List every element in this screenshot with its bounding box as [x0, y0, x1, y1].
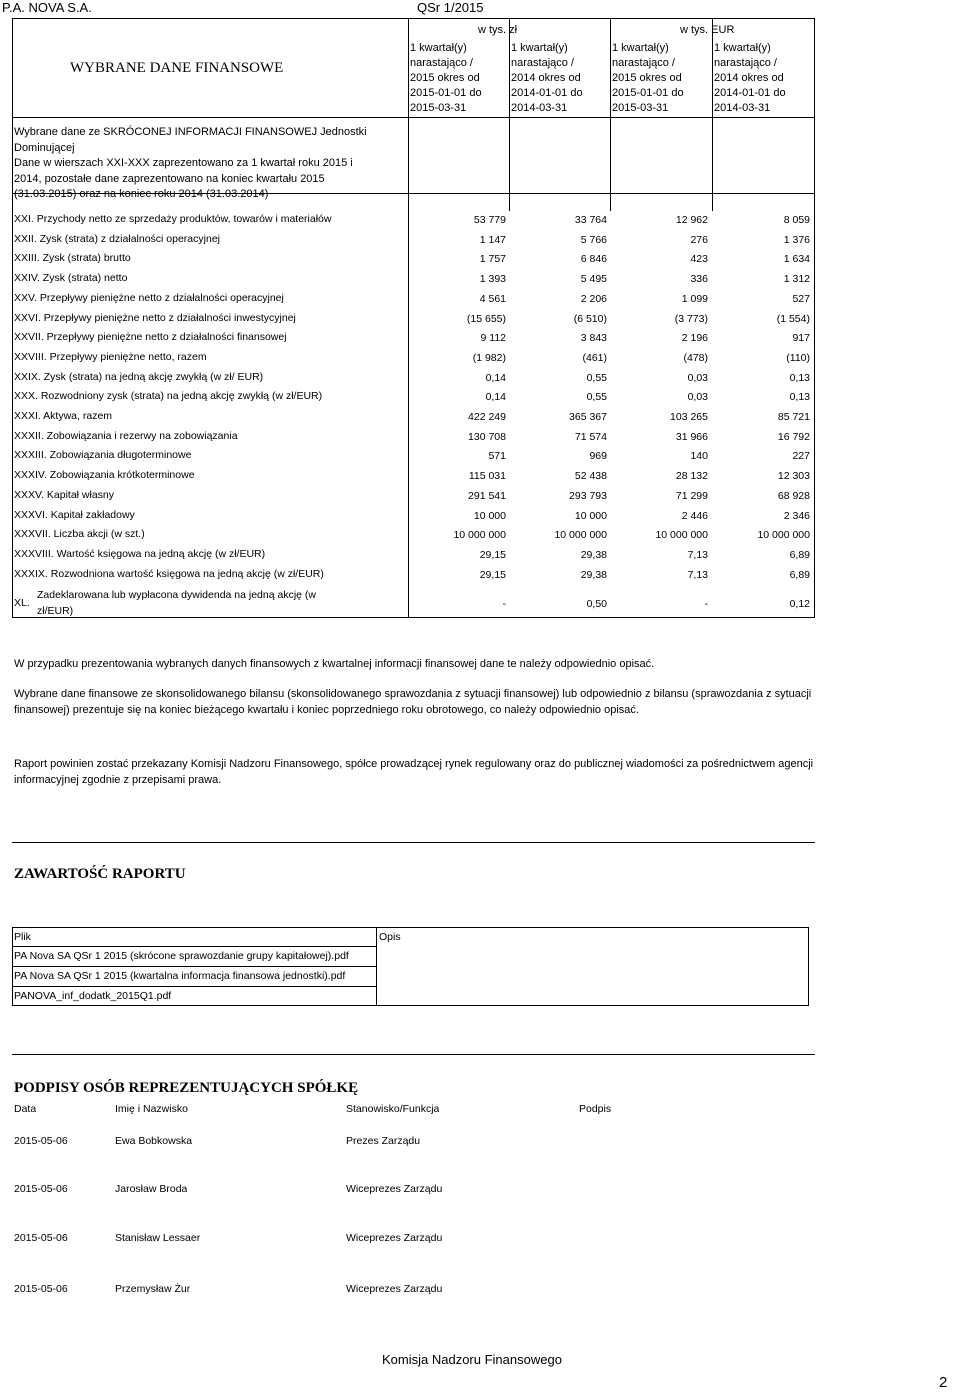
table-divider — [509, 18, 510, 211]
intro-line: Dominującej — [14, 141, 75, 154]
column-header — [612, 41, 684, 116]
row-value: (461) — [582, 352, 607, 364]
column-header-line: narastająco / — [714, 57, 777, 69]
row-value: 29,38 — [580, 549, 607, 561]
intro-line: 2014, pozostałe dane zaprezentowano na koniec kwartału 2015 — [14, 172, 325, 185]
signatures-title: PODPISY OSÓB REPREZENTUJĄCYCH SPÓŁKĘ — [14, 1080, 359, 1096]
row-value: 5 766 — [580, 234, 607, 246]
table-divider — [712, 18, 713, 211]
row-value: 0,13 — [789, 372, 810, 384]
row-value: 4 561 — [479, 293, 506, 305]
row-value: 365 367 — [569, 411, 607, 423]
row-value: 0,03 — [687, 391, 708, 403]
row-value: 0,55 — [586, 391, 607, 403]
row-value: 2 446 — [681, 510, 708, 522]
row-value: 293 793 — [569, 490, 607, 502]
column-header-line: 1 kwartał(y) — [511, 42, 568, 54]
row-value: 10 000 000 — [757, 529, 810, 541]
column-header-line: 1 kwartał(y) — [410, 42, 467, 54]
row-label: XXV. Przepływy pieniężne netto z działalności operacyjnej — [14, 292, 284, 304]
unit-pln: w tys. zł — [478, 24, 518, 36]
table-divider — [12, 986, 377, 987]
row-label: XXXVIII. Wartość księgowa na jedną akcję (w zł/EUR) — [14, 548, 266, 560]
column-header-line: 1 kwartał(y) — [714, 42, 771, 54]
signature-role: Wiceprezes Zarządu — [346, 1183, 443, 1195]
column-header-line: 2015-01-01 do — [612, 87, 684, 99]
signature-date: 2015-05-06 — [14, 1183, 68, 1195]
table-divider — [12, 117, 815, 118]
row-value: 422 249 — [468, 411, 506, 423]
row-label: XXX. Rozwodniony zysk (strata) na jedną akcję zwykłą (w zł/EUR) — [14, 390, 323, 402]
row-value: 10 000 — [473, 510, 506, 522]
row-value: 0,55 — [586, 372, 607, 384]
note-paragraph: Wybrane dane finansowe ze skonsolidowanego bilansu (skonsolidowanego sprawozdania z sytuacji finansowej) lub odpowiednio z bilansu (sprawozdania z sytuacji finansowej) prezentuje się na koniec bieżącego kwartału i koniec poprzedniego roku obrotowego, co należy odpowiednio opisać. — [14, 688, 812, 716]
row-value: (3 773) — [674, 313, 708, 325]
signature-name: Jarosław Broda — [115, 1183, 188, 1195]
row-value: 1 757 — [479, 253, 506, 265]
signatures-header-date: Data — [14, 1103, 37, 1115]
column-header-line: 2015-03-31 — [612, 102, 669, 114]
row-value: (1 982) — [472, 352, 506, 364]
contents-header-desc: Opis — [379, 931, 401, 943]
row-value: 53 779 — [473, 214, 506, 226]
row-value: 0,14 — [485, 391, 506, 403]
row-value: (1 554) — [776, 313, 810, 325]
signature-role: Prezes Zarządu — [346, 1135, 421, 1147]
row-value: 16 792 — [777, 431, 810, 443]
row-value: 5 495 — [580, 273, 607, 285]
row-value: 68 928 — [777, 490, 810, 502]
note-paragraph: Raport powinien zostać przekazany Komisji Nadzoru Finansowego, spółce prowadzącej rynek regulowany oraz do publicznej wiadomości za pośrednictwem agencji informacyjnej zgodnie z przepisami prawa. — [14, 758, 814, 786]
intro-line: Dane w wierszach XXI-XXX zaprezentowano za 1 kwartał roku 2015 i — [14, 157, 353, 169]
row-value: 423 — [690, 253, 708, 265]
row-label: XXXIII. Zobowiązania długoterminowe — [14, 449, 192, 461]
row-value: 1 634 — [783, 253, 810, 265]
row-label: Zadeklarowana lub wypłacona dywidenda na jedną akcję (w — [37, 589, 317, 601]
signatures-header-role: Stanowisko/Funkcja — [346, 1103, 440, 1115]
row-value: 0,14 — [485, 372, 506, 384]
footer-text: Komisja Nadzoru Finansowego — [382, 1352, 562, 1367]
signature-role: Wiceprezes Zarządu — [346, 1283, 443, 1295]
row-value: 917 — [792, 332, 810, 344]
column-header-line: 2014-03-31 — [511, 102, 568, 114]
column-header — [714, 41, 786, 116]
row-value: 85 721 — [777, 411, 810, 423]
row-value: 10 000 000 — [655, 529, 708, 541]
row-value: 140 — [690, 450, 708, 462]
row-label: XXIX. Zysk (strata) na jedną akcję zwykłą (w zł/ EUR) — [14, 371, 264, 383]
row-value: 10 000 000 — [554, 529, 607, 541]
page-number: 2 — [939, 1374, 948, 1391]
row-value: 571 — [488, 450, 506, 462]
row-value: 291 541 — [468, 490, 506, 502]
intro-line: Wybrane dane ze SKRÓCONEJ INFORMACJI FINANSOWEJ Jednostki — [14, 126, 367, 138]
financial-data-intro — [14, 125, 394, 203]
row-value: (6 510) — [573, 313, 607, 325]
column-header-line: 2014-01-01 do — [511, 87, 583, 99]
signature-role: Wiceprezes Zarządu — [346, 1232, 443, 1244]
row-label: zł/EUR) — [37, 605, 74, 617]
row-label: XXIII. Zysk (strata) brutto — [14, 252, 131, 264]
row-label: XXXVII. Liczba akcji (w szt.) — [14, 528, 145, 540]
row-value: 9 112 — [480, 332, 506, 344]
row-label: XXIV. Zysk (strata) netto — [14, 272, 128, 284]
row-value: 130 708 — [468, 431, 506, 443]
note-paragraph: W przypadku prezentowania wybranych danych finansowych z kwartalnej informacji finansowej dane te należy odpowiednio opisać. — [14, 658, 655, 670]
column-header-line: 2014 okres od — [714, 72, 784, 84]
signatures-header-sign: Podpis — [579, 1103, 612, 1115]
column-header-line: narastająco / — [612, 57, 675, 69]
row-value: 227 — [792, 450, 810, 462]
row-value: 52 438 — [574, 470, 607, 482]
row-value: - — [502, 598, 506, 610]
row-value: 527 — [792, 293, 810, 305]
row-value: 103 265 — [670, 411, 708, 423]
row-value: 12 303 — [777, 470, 810, 482]
unit-eur: w tys. EUR — [680, 24, 735, 36]
row-label: XXXI. Aktywa, razem — [14, 410, 113, 422]
row-label: XXVI. Przepływy pieniężne netto z działalności inwestycyjnej — [14, 312, 296, 324]
signature-date: 2015-05-06 — [14, 1283, 68, 1295]
form-code: QSr 1/2015 — [417, 0, 484, 15]
row-value: (110) — [786, 352, 810, 364]
column-header-line: 2015-03-31 — [410, 102, 467, 114]
signature-date: 2015-05-06 — [14, 1135, 68, 1147]
signatures-header-name: Imię i Nazwisko — [115, 1103, 188, 1115]
signature-name: Ewa Bobkowska — [115, 1135, 193, 1147]
row-value: 12 962 — [675, 214, 708, 226]
row-label: XXVIII. Przepływy pieniężne netto, razem — [14, 351, 207, 363]
column-header-line: 2015 okres od — [410, 72, 480, 84]
row-value: 7,13 — [687, 549, 708, 561]
row-value: 1 099 — [681, 293, 708, 305]
row-value: 28 132 — [675, 470, 708, 482]
row-label: XXXVI. Kapitał zakładowy — [14, 509, 135, 521]
row-value: 1 376 — [783, 234, 810, 246]
row-label: XXVII. Przepływy pieniężne netto z działalności finansowej — [14, 331, 287, 343]
column-header-line: 1 kwartał(y) — [612, 42, 669, 54]
row-value: 969 — [589, 450, 607, 462]
table-divider — [12, 946, 377, 947]
row-value: 0,50 — [586, 598, 607, 610]
column-header-line: 2014-01-01 do — [714, 87, 786, 99]
column-header-line: narastająco / — [511, 57, 574, 69]
row-value: (478) — [683, 352, 708, 364]
row-value: - — [704, 598, 708, 610]
row-value: 6,89 — [789, 569, 810, 581]
row-value: 7,13 — [687, 569, 708, 581]
row-value: 115 031 — [468, 470, 506, 482]
column-header-line: 2014 okres od — [511, 72, 581, 84]
row-value: 0,12 — [789, 598, 810, 610]
row-label-prefix: XL. — [14, 597, 30, 609]
row-value: 3 843 — [580, 332, 607, 344]
intro-line: (31.03.2015) oraz na koniec roku 2014 (31.03.2014) — [14, 188, 269, 200]
row-value: 10 000 000 — [453, 529, 506, 541]
row-value: 71 574 — [574, 431, 607, 443]
row-value: 29,15 — [479, 569, 506, 581]
row-label: XXXIX. Rozwodniona wartość księgowa na jedną akcję (w zł/EUR) — [14, 568, 324, 580]
row-value: 1 312 — [783, 273, 810, 285]
row-value: 6 846 — [580, 253, 607, 265]
signature-date: 2015-05-06 — [14, 1232, 68, 1244]
row-value: 1 147 — [479, 234, 506, 246]
row-label: XXII. Zysk (strata) z działalności operacyjnej — [14, 233, 220, 245]
row-value: 6,89 — [789, 549, 810, 561]
row-value: 2 196 — [681, 332, 708, 344]
row-value: 2 346 — [783, 510, 810, 522]
row-value: 276 — [690, 234, 708, 246]
company-name: P.A. NOVA S.A. — [2, 0, 92, 15]
file-link[interactable]: PA Nova SA QSr 1 2015 (kwartalna informacja finansowa jednostki).pdf — [14, 970, 346, 982]
row-value: 31 966 — [675, 431, 708, 443]
section-divider — [12, 842, 815, 843]
table-divider — [610, 18, 611, 211]
column-header-line: 2015 okres od — [612, 72, 682, 84]
column-header-line: 2015-01-01 do — [410, 87, 482, 99]
row-value: 336 — [690, 273, 708, 285]
contents-title: ZAWARTOŚĆ RAPORTU — [14, 866, 186, 882]
signature-name: Stanisław Lessaer — [115, 1232, 201, 1244]
row-label: XXXIV. Zobowiązania krótkoterminowe — [14, 469, 195, 481]
table-divider — [408, 18, 409, 618]
row-value: 2 206 — [580, 293, 607, 305]
financial-data-title: WYBRANE DANE FINANSOWE — [70, 60, 284, 76]
row-label: XXXV. Kapitał własny — [14, 489, 115, 501]
column-header — [511, 41, 583, 116]
row-value: 29,15 — [479, 549, 506, 561]
table-divider — [12, 966, 377, 967]
row-value: 10 000 — [574, 510, 607, 522]
row-value: 29,38 — [580, 569, 607, 581]
contents-header-file: Plik — [14, 931, 31, 943]
row-value: 0,03 — [687, 372, 708, 384]
column-header — [410, 41, 482, 116]
row-value: 71 299 — [675, 490, 708, 502]
file-link[interactable]: PA Nova SA QSr 1 2015 (skrócone sprawozdanie grupy kapitałowej).pdf — [14, 950, 349, 962]
column-header-line: 2014-03-31 — [714, 102, 771, 114]
section-divider — [12, 1054, 815, 1055]
row-value: 0,13 — [789, 391, 810, 403]
file-link[interactable]: PANOVA_inf_dodatk_2015Q1.pdf — [14, 990, 172, 1002]
row-value: (15 655) — [466, 313, 506, 325]
row-value: 8 059 — [783, 214, 810, 226]
row-value: 33 764 — [574, 214, 607, 226]
row-value: 1 393 — [479, 273, 506, 285]
row-label: XXI. Przychody netto ze sprzedaży produktów, towarów i materiałów — [14, 213, 332, 225]
column-header-line: narastająco / — [410, 57, 473, 69]
signature-name: Przemysław Żur — [115, 1283, 191, 1295]
row-label: XXXII. Zobowiązania i rezerwy na zobowiązania — [14, 430, 238, 442]
